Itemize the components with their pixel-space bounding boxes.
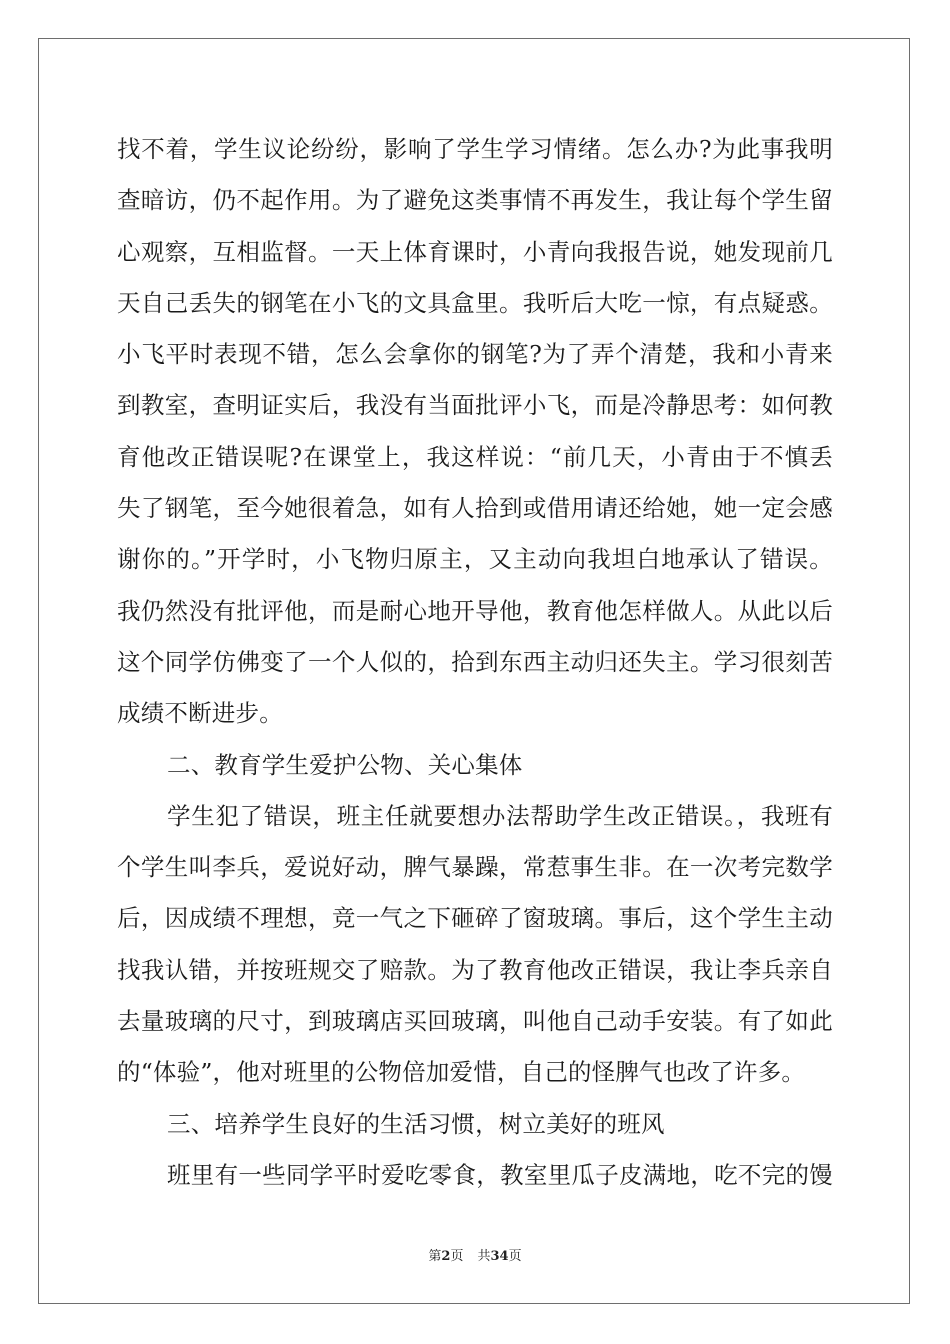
document-body [117, 124, 833, 1201]
section-heading: 二、教育学生爱护公物、关心集体 [167, 750, 523, 779]
body-line: 育他改正错误呢?在课堂上，我这样说：“前几天，小青由于不慎丢 [117, 442, 833, 471]
body-line: 我仍然没有批评他，而是耐心地开导他，教育他怎样做人。从此以后 [117, 596, 833, 625]
page-prefix: 第 [428, 1249, 442, 1264]
body-line: 这个同学仿佛变了一个人似的，拾到东西主动归还失主。学习很刻苦 [117, 647, 833, 676]
body-line: 到教室，查明证实后，我没有当面批评小飞，而是冷静思考：如何教 [117, 391, 833, 420]
page-footer [0, 1245, 950, 1264]
body-line: 找我认错，并按班规交了赔款。为了教育他改正错误，我让李兵亲自 [117, 955, 833, 984]
body-line: 查暗访，仍不起作用。为了避免这类事情不再发生，我让每个学生留 [117, 186, 833, 215]
body-line: 班里有一些同学平时爱吃零食，教室里瓜子皮满地，吃不完的馒 [167, 1160, 833, 1189]
body-line: 后，因成绩不理想，竞一气之下砸碎了窗玻璃。事后，这个学生主动 [117, 904, 833, 933]
body-line: 天自己丢失的钢笔在小飞的文具盒里。我听后大吃一惊，有点疑惑。 [117, 288, 833, 317]
body-line: 小飞平时表现不错，怎么会拿你的钢笔?为了弄个清楚，我和小青来 [117, 340, 833, 369]
page-suffix: 页 [450, 1249, 464, 1264]
body-line: 成绩不断进步。 [117, 699, 283, 728]
body-line: 找不着，学生议论纷纷，影响了学生学习情绪。怎么办?为此事我明 [117, 135, 833, 163]
body-line: 失了钢笔，至今她很着急，如有人拾到或借用请还给她，她一定会感 [117, 494, 833, 523]
body-line: 去量玻璃的尺寸，到玻璃店买回玻璃，叫他自己动手安装。有了如此 [117, 1007, 833, 1036]
body-line: 的“体验”，他对班里的公物倍加爱惜，自己的怪脾气也改了许多。 [117, 1058, 806, 1087]
page-current: 2 [441, 1249, 451, 1264]
body-line: 谢你的。”开学时，小飞物归原主，又主动向我坦白地承认了错误。 [117, 545, 833, 574]
body-line: 心观察，互相监督。一天上体育课时，小青向我报告说，她发现前几 [117, 237, 833, 266]
total-prefix: 共 [477, 1249, 491, 1264]
body-line: 个学生叫李兵，爱说好动，脾气暴躁，常惹事生非。在一次考完数学 [117, 853, 833, 882]
page-total: 34 [490, 1249, 509, 1264]
total-suffix: 页 [508, 1249, 522, 1264]
section-heading: 三、培养学生良好的生活习惯，树立美好的班风 [167, 1109, 665, 1138]
body-line: 学生犯了错误，班主任就要想办法帮助学生改正错误。，我班有 [167, 801, 833, 830]
